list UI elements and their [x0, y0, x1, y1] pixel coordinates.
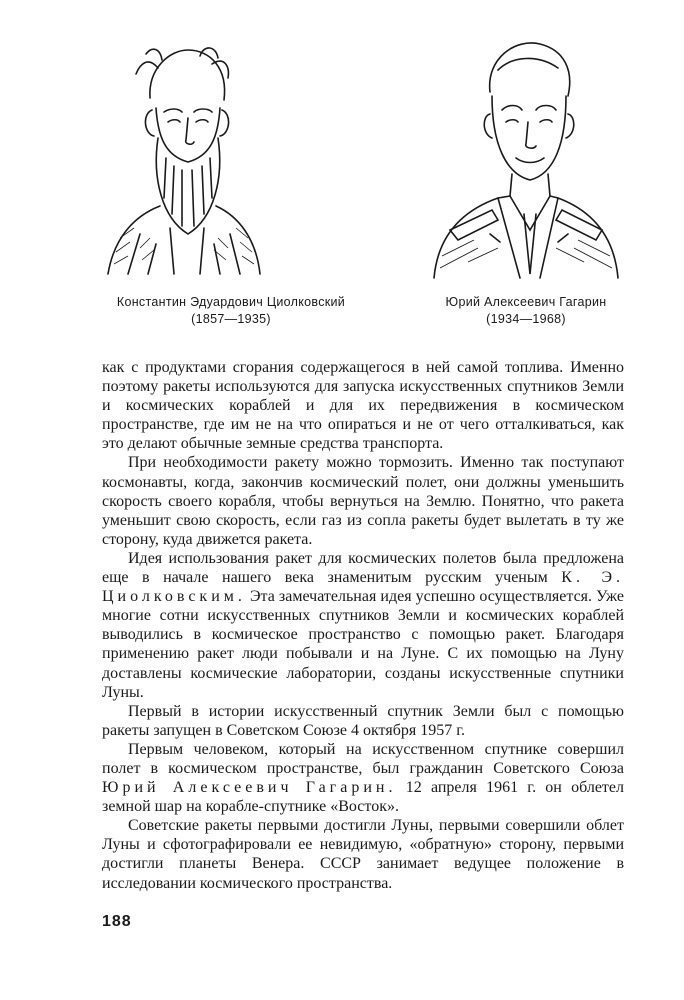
portrait-tsiolkovsky: [100, 38, 268, 276]
paragraph-4: Первый в истории искусственный спутник Земли был с помощью ракеты запущен в Советском Союзе 4 октября 1957 г.: [102, 702, 624, 739]
portrait-gagarin: [428, 34, 624, 280]
caption-years: (1857—1935): [191, 312, 271, 326]
caption-tsiolkovsky: [100, 294, 362, 328]
caption-years: (1934—1968): [486, 312, 566, 326]
gagarin-illustration: [428, 34, 624, 280]
paragraph-5: [102, 740, 624, 816]
paragraph-2: При необходимости ракету можно тормозить. Именно так поступают космонавты, когда, закончив космический полет, они должны уменьшить скорость своего корабля, чтобы вернуться на Землю. Понятно, что ракета уменьшит свою скорость, если газ из сопла ракеты будет вылетать в ту же сторону, куда движется ракета.: [102, 454, 624, 548]
caption-name: Константин Эдуардович Циолковский: [116, 295, 346, 309]
caption-name: Юрий Алексеевич Гагарин: [445, 295, 607, 309]
paragraph-3: [102, 549, 624, 702]
caption-gagarin: [430, 294, 622, 328]
emphasis-gagarin: Юрий Алексеевич Гагарин.: [102, 779, 397, 797]
paragraph-5-end: 12 апреля 1961 г. он облетел земной шар на корабле-спутнике «Восток».: [102, 779, 624, 816]
paragraph-3-end: Эта замечательная идея успешно осуществляется. Уже многие сотни искусственных спутников Земли и космических кораблей выводились в космическое пространство с помощью ракет. Благодаря применению ракет люди побывали и на Луне. С их помощью на Луну доставлены космические лаборатории, созданы искусственные спутники Луны.: [102, 588, 624, 701]
tsiolkovsky-illustration: [100, 38, 268, 276]
body-text: [102, 358, 624, 893]
paragraph-6: Советские ракеты первыми достигли Луны, первыми совершили облет Луны и сфотографировали ее невидимую, «обратную» сторону, первыми достигли планеты Венера. СССР занимает ведущее положение в исследовании космического пространства.: [102, 817, 624, 892]
emphasis-tsiolkovsky: К. Э. Циолковским.: [102, 569, 625, 606]
paragraph-5-start: Первым человеком, который на искусственном спутнике совершил полет в космическом пространстве, был гражданин Советского Союза: [102, 740, 624, 777]
page-number: 188: [102, 913, 132, 930]
paragraph-3-start: Идея использования ракет для космических полетов была предложена еще в начале нашего века знаменитым русским ученым: [102, 549, 624, 587]
paragraph-1: как с продуктами сгорания содержащегося в ней самой топлива. Именно поэтому ракеты используются для запуска искусственных спутников Земли и космических кораблей и для их передвижения в космическом пространстве, где им не на что опираться и не от чего отталкиваться, как это делают обычные земные средства транспорта.: [102, 359, 624, 453]
